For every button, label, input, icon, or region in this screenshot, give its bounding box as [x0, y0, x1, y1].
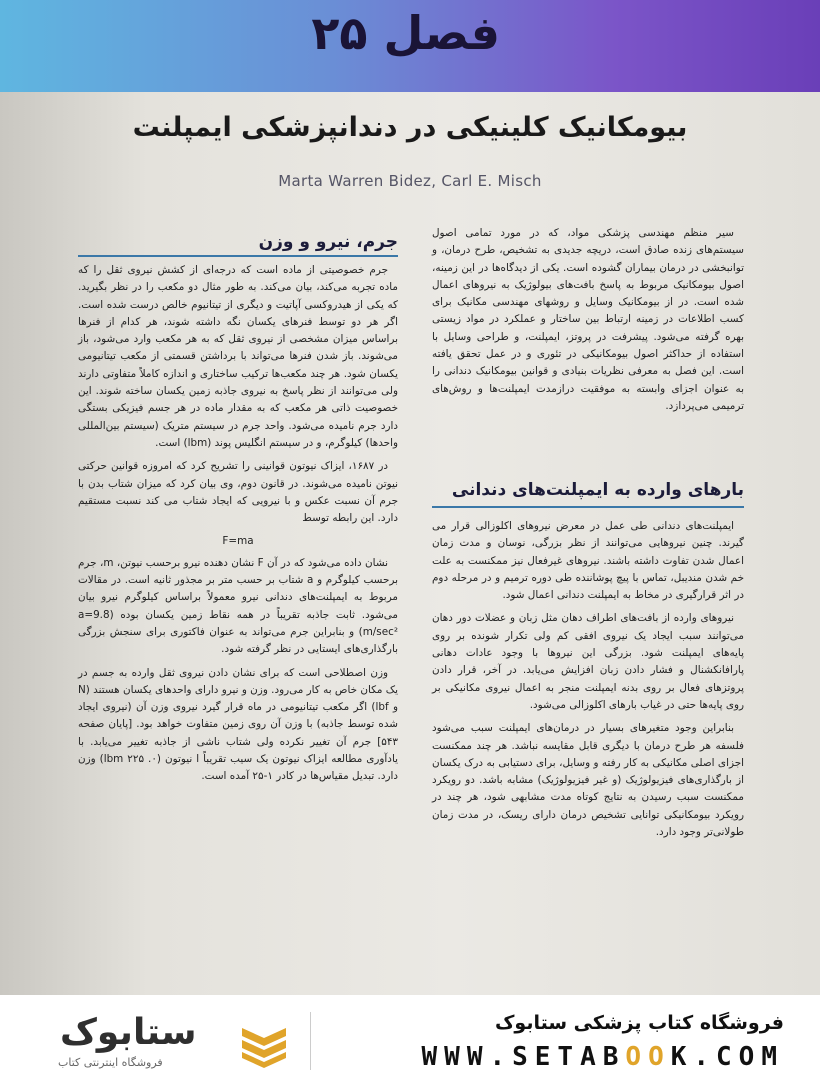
right-column: [432, 225, 744, 421]
paragraph: وزن اصطلاحی است که برای نشان دادن نیروی ثقل وارده به جسم در یک مکان خاص به کار می‌رود. وزن و نیرو دارای واحدهای یکسان هستند (N و lbf) اگر مکعب تیتانیومی در ماه قرار گیرد نیروی وزن آن (نیروی ایجاد شده توسط جاذبه) با وزن آن روی زمین متفاوت خواهد بود. [پایان صفحه ۵۴۳] جرم آن تغییر نکرده ولی شتاب ناشی از جاذبه تغییر می‌یابد. با یادآوری مطالعه ایزاک نیوتون یک سیب تقریباً ا نیوتون (۰. lbm ۲۲۵) وزن دارد. تبدیل مقیاس‌ها در کادر ۱-۲۵ آمده است.: [78, 666, 398, 783]
url-part: WWW.SETAB: [421, 1042, 626, 1072]
footer-divider: [310, 1012, 311, 1070]
loads-section: [432, 518, 744, 847]
section-heading-loads: بارهای وارده به ایمپلنت‌های دندانی: [451, 480, 744, 500]
chapter-title: بیومکانیک کلینیکی در دندانپزشکی ایمپلنت: [132, 112, 688, 143]
url-part: K.COM: [670, 1042, 784, 1072]
book-stack-icon: [238, 1018, 290, 1070]
formula: F=ma: [222, 535, 254, 548]
paragraph: نشان داده می‌شود که در آن F نشان دهنده نیرو برحسب نیوتن، m، جرم برحسب کیلوگرم و a شتاب بر حسب متر بر مجذور ثانیه است. در مقالات مربوط به ایمپلنت‌های دندانی نیرو معمولاً براساس کیلوگرم نیرو بیان می‌شود. ثابت جاذبه تقریباً در همه نقاط زمین یکسان بوده (a=9.8 m/sec²) و بنابراین جرم می‌تواند به عنوان فاکتوری برای سنجش بزرگی بارگذاری‌های ایستایی در نظر گرفته شود.: [78, 556, 398, 656]
paragraph: جرم خصوصیتی از ماده است که درجه‌ای از کشش نیروی ثقل را که ماده تجربه می‌کند، بیان می‌کند. به طور مثال دو مکعب را در نظر بگیرید. که یکی از هیدروکسی آپاتیت و دیگری از تیتانیوم خالص درست شده است. اگر هر دو توسط فنرهای یکسان نگه داشته شوند، هر کدام از فنرها براساس میزان مشخصی از نیروی ثقل که به هر مکعب وارد می‌شود، باز می‌شوند. باز شدن فنرها می‌تواند با برداشتن قسمتی از مکعب تیتانیومی یکسان شود. هر چند مکعب‌ها ترکیب ساختاری و اندازه کاملاً متفاوتی دارند ولی می‌توانند از نظر پاسخ به نیروی جاذبه زمین یکسان ساخته شوند. این خصوصیت ذاتی هر مکعب که به مقدار ماده در هر جسم فیزیکی بستگی دارد جرم نامیده می‌شود. واحد جرم در سیستم متریک (سیستم بین‌المللی واحدها) کیلوگرم، و در سیستم انگلیس پوند (lbm) است.: [78, 264, 398, 449]
store-logo-subtitle: فروشگاه اینترنتی کتاب: [58, 1056, 163, 1069]
paragraph: نیروهای وارده از بافت‌های اطراف دهان مثل زبان و عضلات دور دهان می‌توانند سبب ایجاد یک نیروی افقی کم ولی تکرار شونده بر روی پایه‌های ایمپلنت شود. بزرگی این نیروها با وجود عادات دهانی پارافانکشنال و فشار دادن زبان افزایش می‌یابد. در آخر، قرار دادن پروتزهای فعال بر روی بدنه ایمپلنت منجر به اعمال نیروی مکانیکی بر روی پایه‌ها حتی در غیاب بارهای اکلوزالی می‌شود.: [432, 612, 744, 711]
chapter-label: فصل ۲۵: [311, 6, 500, 60]
heading-rule: [432, 506, 744, 508]
intro-paragraph: سیر منظم مهندسی پزشکی مواد، که در مورد تمامی اصول سیستم‌های زنده صادق است، دریچه جدیدی به تشخیص، طرح درمان، و توانبخشی در درمان بیماران گشوده است. یکی از دیدگاه‌ها در این زمینه، اصول بیومکانیک مربوط به پاسخ بافت‌های بیولوژیک به نیروهای اعمال شده است. در از بیومکانیک وسایل و روشهای مهندسی مکانیک برای کسب اطلاعات در زمینه ارتباط بین ساختار و عملکرد در مواد زیستی بهره گرفته می‌شود. پیشرفت در پروتز، ایمپلنت، و طراحی وسایل با استفاده از حداکثر اصول بیومکانیکی در تئوری و در عمل تحقق یافته است. این فصل به معرفی نظریات بنیادی و قوانین بیومکانیک دندانی را به عنوان اجزای وابسته به موفقیت درازمدت ایمپلنت‌ها و روش‌های ترمیمی می‌پردازد.: [432, 227, 744, 412]
url-part: O: [625, 1042, 649, 1072]
paragraph: در ۱۶۸۷، ایزاک نیوتون قوانینی را تشریح کرد که امروزه قوانین حرکتی نیوتن نامیده می‌شوند. در قانون دوم، وی بیان کرد که میزان شتاب بدن با جرم آن نسبت عکس و با نیرویی که ایجاد شتاب می کند نسبت مستقیم دارد. این رابطه توسط: [78, 460, 398, 525]
store-name: فروشگاه کتاب پزشکی ستابوک: [494, 1012, 784, 1034]
chapter-banner: [0, 0, 820, 92]
chapter-authors: Marta Warren Bidez, Carl E. Misch: [278, 172, 542, 190]
paragraph: ایمپلنت‌های دندانی طی عمل در معرض نیروهای اکلوزالی قرار می گیرند. چنین نیروهایی می‌توانند از نظر بزرگی، نوسان و مدت زمان اعمال شدن تفاوت داشته باشند. نیروهای غیرفعال نیز ممکنست به علت خم شدن مندیبل، تماس با پیچ پوشاننده طی دوره ترمیم و در مرحله دوم در اثر قرارگیری در مخاط به ایمپلنت دندانی اعمال شود.: [432, 520, 744, 602]
store-logo-text[interactable]: ستابوک: [60, 1012, 197, 1053]
url-part: O: [648, 1042, 671, 1072]
paragraph: بنابراین وجود متغیرهای بسیار در درمان‌های ایمپلنت سبب می‌شود فلسفه هر طرح درمان با دیگری قابل مقایسه نباشد. هر چند ممکنست اجزای اصلی مکانیکی به کار رفته و وسایل، برای دستیابی به درک یکسان از بارگذاری‌های فیزیولوژیک (و غیر فیزیولوژیک) مشابه باشد. دو رویکرد ممکنست سبب رسیدن به نتایج کوتاه مدت مشابهی شود، هر چند در رویکرد بیومکانیکی توانایی تشخیص درمان دارای ریسک، در مدت زمان طولانی‌تر وجود دارد.: [432, 722, 744, 839]
section-heading-mass: جرم، نیرو و وزن: [258, 232, 398, 252]
heading-rule: [78, 255, 398, 257]
left-column: [78, 262, 398, 792]
store-url[interactable]: [422, 1042, 784, 1072]
